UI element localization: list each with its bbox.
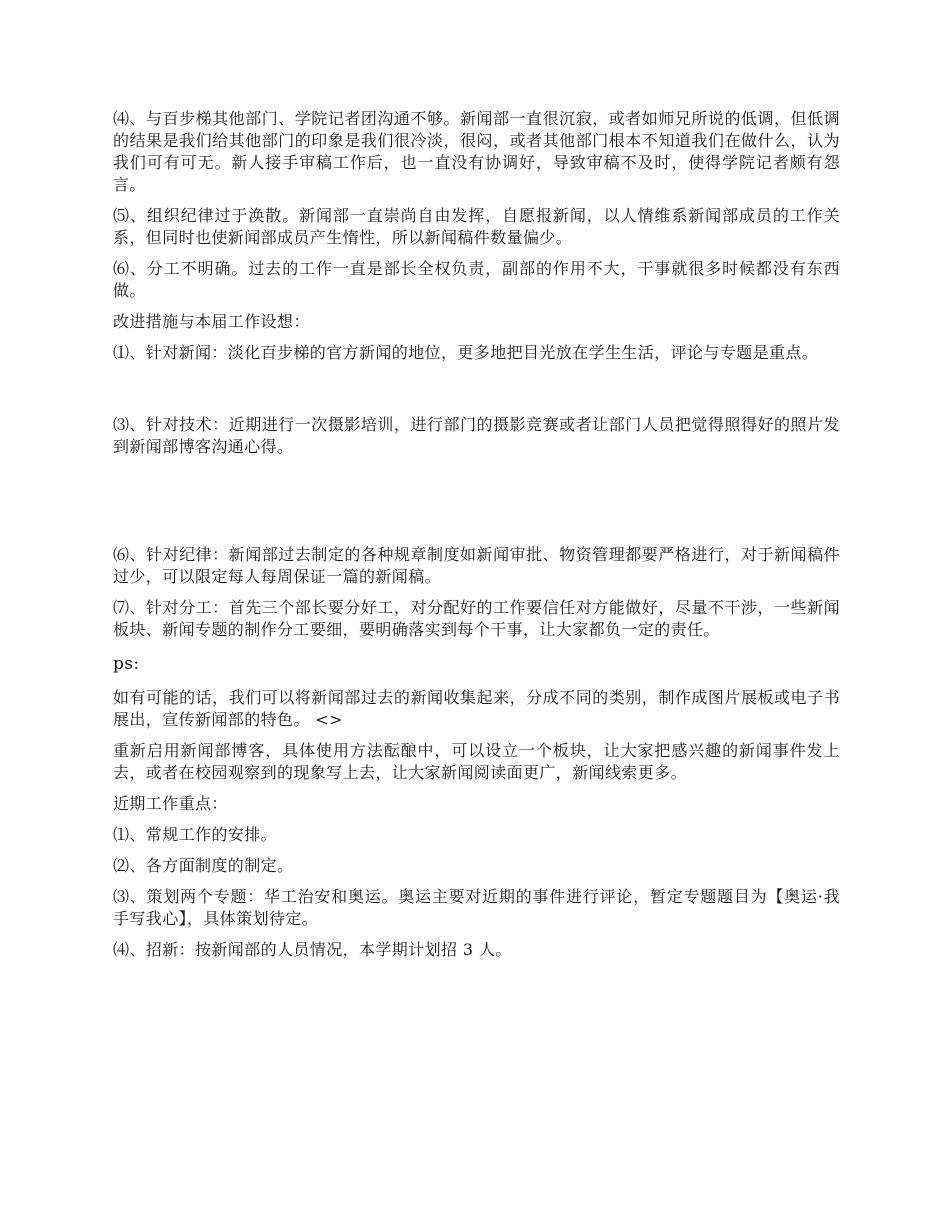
list-item-rules: ⑵、各方面制度的制定。 bbox=[113, 856, 294, 875]
section-heading-improvements: 改进措施与本届工作设想： bbox=[113, 312, 310, 331]
blank-gap bbox=[113, 373, 840, 414]
paragraph-discipline-issue: ⑸、组织纪律过于涣散。新闻部一直崇尚自由发挥，自愿报新闻，以人情维系新闻部成员的工作关系，但同时也使新闻部成员产生惰性，所以新闻稿件数量偏少。 bbox=[113, 206, 840, 247]
section-heading-recent-focus: 近期工作重点： bbox=[113, 794, 228, 813]
document-body bbox=[113, 108, 840, 970]
paragraph-discipline-measure: ⑹、针对纪律：新闻部过去制定的各种规章制度如新闻审批、物资管理都要严格进行，对于新闻稿件过少，可以限定每人每周保证一篇的新闻稿。 bbox=[113, 545, 840, 586]
paragraph-ps-blog: 重新启用新闻部博客，具体使用方法酝酿中，可以设立一个板块，让大家把感兴趣的新闻事件发上去，或者在校园观察到的现象写上去，让大家新闻阅读面更广，新闻线索更多。 bbox=[113, 741, 840, 782]
list-item-special-topics: ⑶、策划两个专题：华工治安和奥运。奥运主要对近期的事件进行评论，暂定专题题目为【奥运·我手写我心】，具体策划待定。 bbox=[113, 887, 840, 928]
paragraph-division-issue: ⑹、分工不明确。过去的工作一直是部长全权负责，副部的作用不大，干事就很多时候都没有东西做。 bbox=[113, 259, 840, 300]
blank-gap bbox=[113, 467, 840, 544]
paragraph-communication-issue: ⑷、与百步梯其他部门、学院记者团沟通不够。新闻部一直很沉寂，或者如师兄所说的低调，但低调的结果是我们给其他部门的印象是我们很冷淡，很闷，或者其他部门根本不知道我们在做什么，认为我们可有可无。新人接手审稿工作后，也一直没有协调好，导致审稿不及时，使得学院记者颇有怨言。 bbox=[113, 109, 840, 194]
list-item-recruitment: ⑷、招新：按新闻部的人员情况，本学期计划招 3 人。 bbox=[113, 940, 512, 959]
ps-label: ps: bbox=[113, 654, 140, 674]
paragraph-tech-measure: ⑶、针对技术：近期进行一次摄影培训，进行部门的摄影竞赛或者让部门人员把觉得照得好的照片发到新闻部博客沟通心得。 bbox=[113, 415, 840, 456]
list-item-routine-work: ⑴、常规工作的安排。 bbox=[113, 825, 278, 844]
paragraph-division-measure: ⑺、针对分工：首先三个部长要分好工，对分配好的工作要信任对方能做好，尽量不干涉，一些新闻板块、新闻专题的制作分工要细，要明确落实到每个干事，让大家都负一定的责任。 bbox=[113, 598, 840, 639]
paragraph-ps-exhibition: 如有可能的话，我们可以将新闻部过去的新闻收集起来，分成不同的类别，制作成图片展板或电子书展出，宣传新闻部的特色。 <> bbox=[113, 688, 840, 729]
paragraph-news-measure: ⑴、针对新闻：淡化百步梯的官方新闻的地位，更多地把目光放在学生生活，评论与专题是重点。 bbox=[113, 343, 819, 362]
